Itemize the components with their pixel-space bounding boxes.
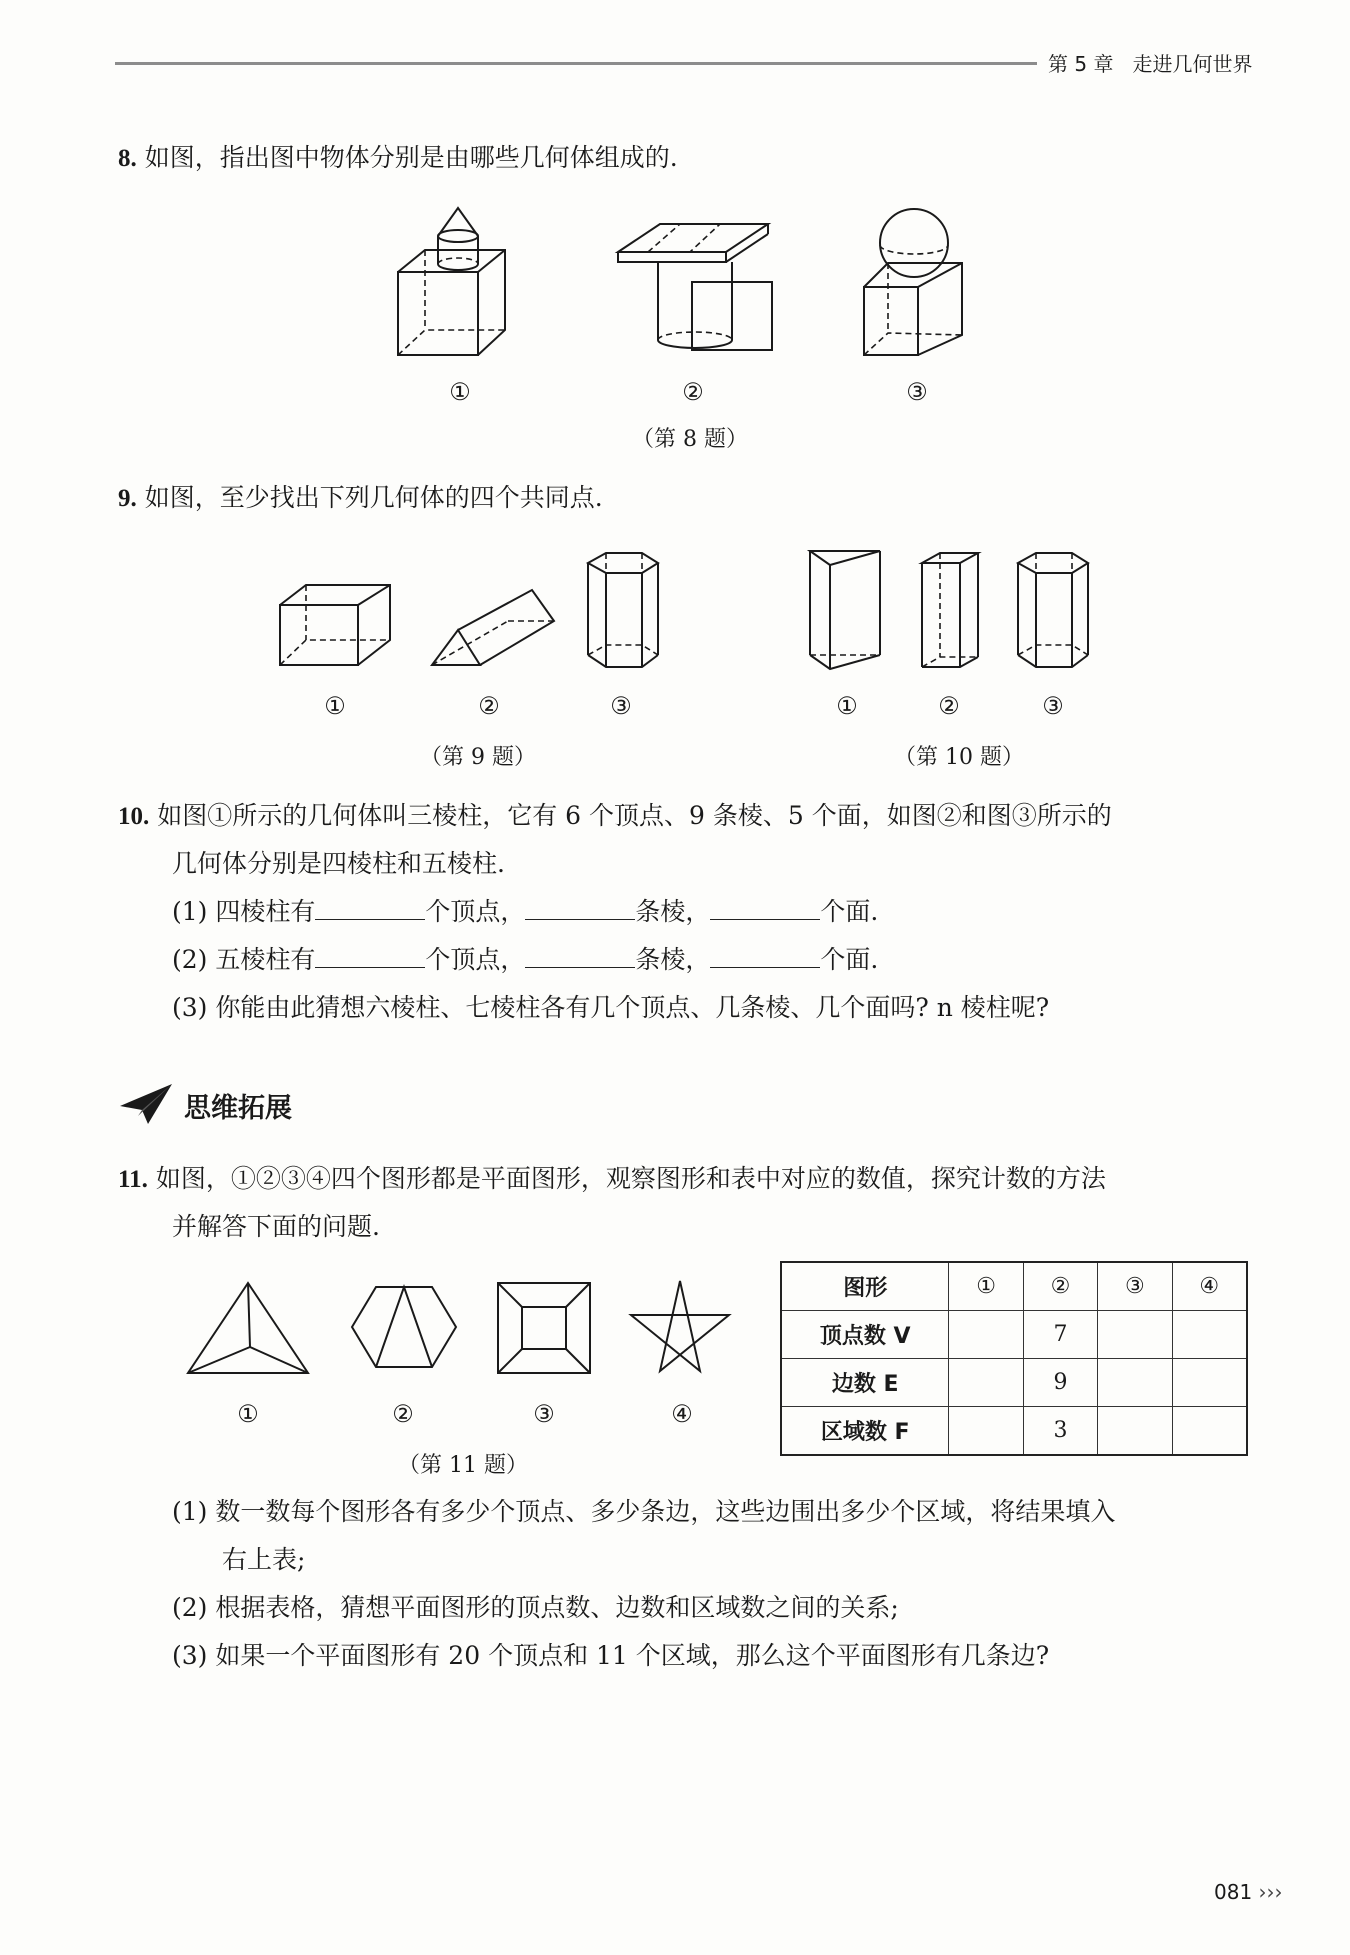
running-header bbox=[1048, 48, 1253, 77]
figure-8-label-2: ② bbox=[682, 378, 704, 406]
table-header-cell: ① bbox=[949, 1262, 1023, 1311]
table-cell[interactable] bbox=[949, 1407, 1023, 1456]
question-8 bbox=[118, 134, 678, 183]
question-text: 如图，①②③④四个图形都是平面图形，观察图形和表中对应的数值，探究计数的方法 bbox=[155, 1164, 1106, 1193]
table-cell: 7 bbox=[1023, 1311, 1097, 1359]
table-cell[interactable] bbox=[1172, 1359, 1247, 1407]
figure-10-1-triangular-prism bbox=[810, 551, 880, 669]
answer-blank-edges[interactable] bbox=[525, 895, 635, 920]
question-11-part-2: (2) 根据表格，猜想平面图形的顶点数、边数和区域数之间的关系; bbox=[172, 1593, 899, 1622]
figure-9-caption: （第 9 题） bbox=[420, 745, 536, 770]
table-cell[interactable] bbox=[1172, 1311, 1247, 1359]
answer-blank-edges[interactable] bbox=[525, 943, 635, 968]
table-cell[interactable] bbox=[1098, 1407, 1172, 1456]
figure-10-2-square-prism bbox=[922, 553, 978, 667]
part-text: (2) 五棱柱有 bbox=[172, 945, 316, 974]
figure-9-3-pentagonal-prism bbox=[588, 553, 658, 667]
question-11-line-1 bbox=[118, 1155, 1106, 1204]
question-text: 如图①所示的几何体叫三棱柱，它有 6 个顶点、9 条棱、5 个面，如图②和图③所示的 bbox=[157, 801, 1112, 830]
table-cell[interactable] bbox=[949, 1311, 1023, 1359]
question-number: 8. bbox=[118, 145, 137, 172]
figure-10 bbox=[800, 545, 1100, 675]
figure-10-label-2: ② bbox=[938, 692, 960, 720]
part-text: 个面. bbox=[820, 945, 879, 974]
question-10-part-1 bbox=[172, 888, 878, 936]
question-text: 如图，指出图中物体分别是由哪些几何体组成的. bbox=[144, 143, 678, 172]
figure-11-2-hexagon bbox=[352, 1287, 456, 1367]
header-rule bbox=[115, 62, 1037, 65]
question-11-part-3: (3) 如果一个平面图形有 20 个顶点和 11 个区域，那么这个平面图形有几条边? bbox=[172, 1641, 1050, 1670]
question-number: 9. bbox=[118, 485, 137, 512]
figure-9-label-1: ① bbox=[324, 692, 346, 720]
figure-8-label-1: ① bbox=[449, 378, 471, 406]
question-number: 11. bbox=[118, 1166, 148, 1193]
figure-8-caption: （第 8 题） bbox=[632, 427, 748, 452]
figure-11-4-star bbox=[631, 1281, 729, 1371]
question-10-line-1 bbox=[118, 792, 1112, 841]
chevron-right-icon: ››› bbox=[1258, 1880, 1283, 1904]
figure-9-label-3: ③ bbox=[610, 692, 632, 720]
question-10-line-2: 几何体分别是四棱柱和五棱柱. bbox=[172, 849, 505, 878]
figure-9 bbox=[270, 545, 670, 675]
answer-blank-faces[interactable] bbox=[710, 895, 820, 920]
row-label: 边数 E bbox=[781, 1359, 949, 1407]
figure-11-label-4: ④ bbox=[671, 1400, 693, 1428]
question-11-part-1-line-1: (1) 数一数每个图形各有多少个顶点、多少条边，这些边围出多少个区域，将结果填入 bbox=[172, 1497, 1116, 1526]
figure-9-1-rectangular-prism bbox=[280, 585, 390, 665]
table-row bbox=[781, 1407, 1247, 1456]
row-label: 区域数 F bbox=[781, 1407, 949, 1456]
question-10-part-3: (3) 你能由此猜想六棱柱、七棱柱各有几个顶点、几条棱、几个面吗? n 棱柱呢? bbox=[172, 993, 1050, 1022]
figure-11-3-nested-squares bbox=[498, 1283, 590, 1373]
figure-11-label-2: ② bbox=[392, 1400, 414, 1428]
table-cell[interactable] bbox=[1172, 1407, 1247, 1456]
part-text: 个顶点， bbox=[425, 897, 526, 926]
figure-9-label-2: ② bbox=[478, 692, 500, 720]
question-10-part-2 bbox=[172, 936, 878, 984]
answer-blank-vertices[interactable] bbox=[315, 895, 425, 920]
figure-10-label-3: ③ bbox=[1042, 692, 1064, 720]
table-cell: 9 bbox=[1023, 1359, 1097, 1407]
table-header-cell: 图形 bbox=[781, 1262, 949, 1311]
figure-10-caption: （第 10 题） bbox=[894, 745, 1024, 770]
part-text: 条棱， bbox=[635, 945, 711, 974]
part-text: 个面. bbox=[820, 897, 879, 926]
figure-10-3-pentagonal-prism bbox=[1018, 553, 1088, 667]
part-text: 条棱， bbox=[635, 897, 711, 926]
figure-8-1-cube-with-cylinder-cone bbox=[398, 208, 505, 355]
data-table bbox=[780, 1261, 1248, 1456]
figure-11-label-1: ① bbox=[237, 1400, 259, 1428]
table-header-cell: ④ bbox=[1172, 1262, 1247, 1311]
table-header-cell: ② bbox=[1023, 1262, 1097, 1311]
question-number: 10. bbox=[118, 803, 150, 830]
table-header-row bbox=[781, 1262, 1247, 1311]
answer-blank-faces[interactable] bbox=[710, 943, 820, 968]
figure-11-caption: （第 11 题） bbox=[398, 1453, 528, 1478]
table-cell: 3 bbox=[1023, 1407, 1097, 1456]
figure-9-2-triangular-prism bbox=[432, 590, 554, 665]
question-11-part-1-line-2: 右上表; bbox=[222, 1545, 306, 1574]
question-11-line-2: 并解答下面的问题. bbox=[172, 1212, 380, 1241]
figure-11-label-3: ③ bbox=[533, 1400, 555, 1428]
paper-plane-icon bbox=[118, 1082, 174, 1126]
part-text: 个顶点， bbox=[425, 945, 526, 974]
figure-11 bbox=[180, 1275, 740, 1385]
figure-8-3 bbox=[858, 205, 978, 365]
answer-blank-vertices[interactable] bbox=[315, 943, 425, 968]
part-text: (1) 四棱柱有 bbox=[172, 897, 316, 926]
figure-8-label-3: ③ bbox=[906, 378, 928, 406]
chapter-number: 第 5 章 bbox=[1048, 52, 1114, 76]
page-number-value: 081 bbox=[1214, 1880, 1253, 1904]
table-row bbox=[781, 1311, 1247, 1359]
table-row bbox=[781, 1359, 1247, 1407]
table-cell[interactable] bbox=[949, 1359, 1023, 1407]
figure-10-label-1: ① bbox=[836, 692, 858, 720]
section-title: 思维拓展 bbox=[184, 1093, 292, 1124]
table-cell[interactable] bbox=[1098, 1359, 1172, 1407]
question-9 bbox=[118, 474, 603, 523]
figure-11-1-triangle bbox=[188, 1283, 308, 1373]
table-cell[interactable] bbox=[1098, 1311, 1172, 1359]
page-number bbox=[1214, 1880, 1283, 1904]
row-label: 顶点数 V bbox=[781, 1311, 949, 1359]
chapter-title: 走进几何世界 bbox=[1132, 52, 1253, 76]
table-header-cell: ③ bbox=[1098, 1262, 1172, 1311]
question-text: 如图，至少找出下列几何体的四个共同点. bbox=[144, 483, 603, 512]
